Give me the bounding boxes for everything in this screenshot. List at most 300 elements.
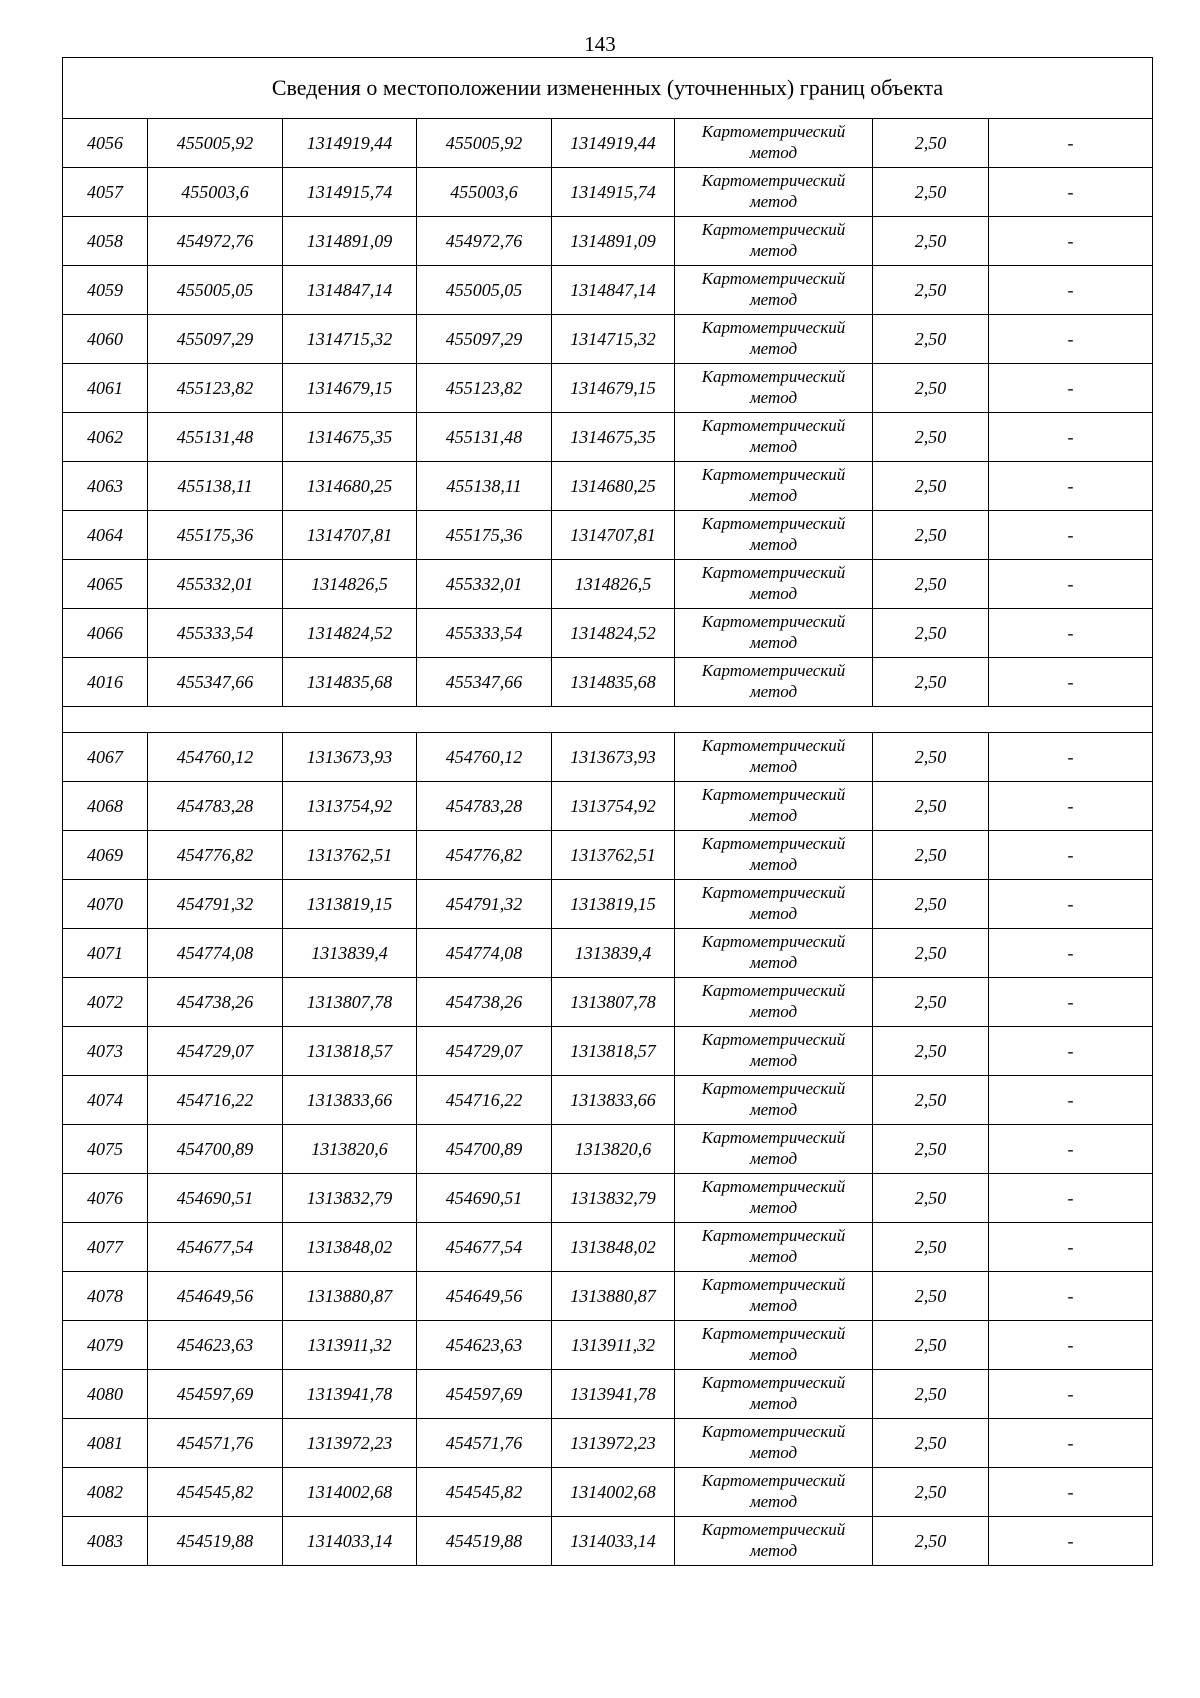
x-refined-cell: 454597,69 bbox=[417, 1370, 552, 1419]
accuracy-cell: 2,50 bbox=[873, 1223, 989, 1272]
description-cell: - bbox=[989, 1272, 1153, 1321]
accuracy-cell: 2,50 bbox=[873, 658, 989, 707]
accuracy-cell: 2,50 bbox=[873, 1125, 989, 1174]
group-separator-cell bbox=[63, 707, 1153, 733]
method-cell bbox=[675, 880, 873, 929]
y-refined-cell: 1314824,52 bbox=[552, 609, 675, 658]
accuracy-cell: 2,50 bbox=[873, 217, 989, 266]
description-cell: - bbox=[989, 462, 1153, 511]
accuracy-cell: 2,50 bbox=[873, 315, 989, 364]
x-refined-cell: 455123,82 bbox=[417, 364, 552, 413]
x-refined-cell: 454649,56 bbox=[417, 1272, 552, 1321]
method-line-1: Картометрический bbox=[701, 1520, 846, 1539]
point-number-cell: 4068 bbox=[63, 782, 148, 831]
description-cell: - bbox=[989, 266, 1153, 315]
accuracy-cell: 2,50 bbox=[873, 1419, 989, 1468]
method-line-1: Картометрический bbox=[701, 563, 846, 582]
point-number-cell: 4074 bbox=[63, 1076, 148, 1125]
x-refined-cell: 454623,63 bbox=[417, 1321, 552, 1370]
point-number-cell: 4075 bbox=[63, 1125, 148, 1174]
x-existing-cell: 454774,08 bbox=[148, 929, 283, 978]
y-refined-cell: 1314835,68 bbox=[552, 658, 675, 707]
x-refined-cell: 454729,07 bbox=[417, 1027, 552, 1076]
table-row bbox=[63, 1468, 1153, 1517]
method-cell bbox=[675, 1370, 873, 1419]
method-line-2: метод bbox=[749, 1198, 798, 1217]
table-title-row bbox=[63, 58, 1153, 119]
y-refined-cell: 1314033,14 bbox=[552, 1517, 675, 1566]
method-cell bbox=[675, 1517, 873, 1566]
table-row bbox=[63, 511, 1153, 560]
description-cell: - bbox=[989, 831, 1153, 880]
description-cell: - bbox=[989, 315, 1153, 364]
y-refined-cell: 1314847,14 bbox=[552, 266, 675, 315]
x-existing-cell: 455005,05 bbox=[148, 266, 283, 315]
table-row bbox=[63, 1370, 1153, 1419]
x-existing-cell: 455003,6 bbox=[148, 168, 283, 217]
y-existing-cell: 1314675,35 bbox=[283, 413, 417, 462]
table-row bbox=[63, 1272, 1153, 1321]
accuracy-cell: 2,50 bbox=[873, 1174, 989, 1223]
method-line-1: Картометрический bbox=[701, 416, 846, 435]
accuracy-cell: 2,50 bbox=[873, 119, 989, 168]
y-refined-cell: 1313762,51 bbox=[552, 831, 675, 880]
method-line-2: метод bbox=[749, 1492, 798, 1511]
accuracy-cell: 2,50 bbox=[873, 1517, 989, 1566]
table-row bbox=[63, 413, 1153, 462]
y-refined-cell: 1313848,02 bbox=[552, 1223, 675, 1272]
point-number-cell: 4060 bbox=[63, 315, 148, 364]
x-refined-cell: 454677,54 bbox=[417, 1223, 552, 1272]
description-cell: - bbox=[989, 364, 1153, 413]
x-existing-cell: 454597,69 bbox=[148, 1370, 283, 1419]
description-cell: - bbox=[989, 413, 1153, 462]
y-existing-cell: 1313832,79 bbox=[283, 1174, 417, 1223]
accuracy-cell: 2,50 bbox=[873, 978, 989, 1027]
method-line-2: метод bbox=[749, 290, 798, 309]
y-existing-cell: 1314891,09 bbox=[283, 217, 417, 266]
x-existing-cell: 454776,82 bbox=[148, 831, 283, 880]
method-line-1: Картометрический bbox=[701, 220, 846, 239]
y-existing-cell: 1313807,78 bbox=[283, 978, 417, 1027]
y-existing-cell: 1314915,74 bbox=[283, 168, 417, 217]
y-existing-cell: 1314679,15 bbox=[283, 364, 417, 413]
method-cell bbox=[675, 560, 873, 609]
method-line-1: Картометрический bbox=[701, 661, 846, 680]
x-existing-cell: 454519,88 bbox=[148, 1517, 283, 1566]
method-cell bbox=[675, 1272, 873, 1321]
x-refined-cell: 454519,88 bbox=[417, 1517, 552, 1566]
point-number-cell: 4077 bbox=[63, 1223, 148, 1272]
x-existing-cell: 454972,76 bbox=[148, 217, 283, 266]
y-existing-cell: 1313839,4 bbox=[283, 929, 417, 978]
accuracy-cell: 2,50 bbox=[873, 1321, 989, 1370]
point-number-cell: 4056 bbox=[63, 119, 148, 168]
description-cell: - bbox=[989, 1125, 1153, 1174]
table-row bbox=[63, 364, 1153, 413]
method-line-1: Картометрический bbox=[701, 514, 846, 533]
y-refined-cell: 1314707,81 bbox=[552, 511, 675, 560]
accuracy-cell: 2,50 bbox=[873, 168, 989, 217]
description-cell: - bbox=[989, 168, 1153, 217]
method-line-1: Картометрический bbox=[701, 465, 846, 484]
y-existing-cell: 1314826,5 bbox=[283, 560, 417, 609]
method-line-1: Картометрический bbox=[701, 834, 846, 853]
y-existing-cell: 1313833,66 bbox=[283, 1076, 417, 1125]
table-row bbox=[63, 560, 1153, 609]
y-existing-cell: 1313880,87 bbox=[283, 1272, 417, 1321]
accuracy-cell: 2,50 bbox=[873, 880, 989, 929]
y-refined-cell: 1313818,57 bbox=[552, 1027, 675, 1076]
method-line-2: метод bbox=[749, 192, 798, 211]
table-row bbox=[63, 1517, 1153, 1566]
method-line-1: Картометрический bbox=[701, 1324, 846, 1343]
method-line-1: Картометрический bbox=[701, 122, 846, 141]
method-line-1: Картометрический bbox=[701, 171, 846, 190]
y-refined-cell: 1313911,32 bbox=[552, 1321, 675, 1370]
point-number-cell: 4058 bbox=[63, 217, 148, 266]
x-refined-cell: 454700,89 bbox=[417, 1125, 552, 1174]
x-existing-cell: 454783,28 bbox=[148, 782, 283, 831]
x-existing-cell: 455131,48 bbox=[148, 413, 283, 462]
table-row bbox=[63, 462, 1153, 511]
y-existing-cell: 1314707,81 bbox=[283, 511, 417, 560]
y-existing-cell: 1313818,57 bbox=[283, 1027, 417, 1076]
x-existing-cell: 455138,11 bbox=[148, 462, 283, 511]
accuracy-cell: 2,50 bbox=[873, 413, 989, 462]
table-row bbox=[63, 831, 1153, 880]
y-refined-cell: 1313839,4 bbox=[552, 929, 675, 978]
x-refined-cell: 454571,76 bbox=[417, 1419, 552, 1468]
x-refined-cell: 455347,66 bbox=[417, 658, 552, 707]
y-refined-cell: 1313820,6 bbox=[552, 1125, 675, 1174]
method-cell bbox=[675, 929, 873, 978]
y-existing-cell: 1314002,68 bbox=[283, 1468, 417, 1517]
method-cell bbox=[675, 831, 873, 880]
x-refined-cell: 455175,36 bbox=[417, 511, 552, 560]
accuracy-cell: 2,50 bbox=[873, 831, 989, 880]
x-existing-cell: 454571,76 bbox=[148, 1419, 283, 1468]
method-line-2: метод bbox=[749, 486, 798, 505]
accuracy-cell: 2,50 bbox=[873, 1076, 989, 1125]
method-line-1: Картометрический bbox=[701, 1373, 846, 1392]
x-refined-cell: 455332,01 bbox=[417, 560, 552, 609]
y-existing-cell: 1313941,78 bbox=[283, 1370, 417, 1419]
method-line-1: Картометрический bbox=[701, 1128, 846, 1147]
point-number-cell: 4083 bbox=[63, 1517, 148, 1566]
table-row bbox=[63, 315, 1153, 364]
accuracy-cell: 2,50 bbox=[873, 782, 989, 831]
accuracy-cell: 2,50 bbox=[873, 462, 989, 511]
method-line-2: метод bbox=[749, 1443, 798, 1462]
x-existing-cell: 454729,07 bbox=[148, 1027, 283, 1076]
method-line-1: Картометрический bbox=[701, 883, 846, 902]
y-existing-cell: 1314919,44 bbox=[283, 119, 417, 168]
x-existing-cell: 454716,22 bbox=[148, 1076, 283, 1125]
point-number-cell: 4078 bbox=[63, 1272, 148, 1321]
point-number-cell: 4071 bbox=[63, 929, 148, 978]
method-line-1: Картометрический bbox=[701, 318, 846, 337]
method-line-2: метод bbox=[749, 806, 798, 825]
x-existing-cell: 454791,32 bbox=[148, 880, 283, 929]
y-refined-cell: 1314715,32 bbox=[552, 315, 675, 364]
x-existing-cell: 454738,26 bbox=[148, 978, 283, 1027]
method-line-2: метод bbox=[749, 1247, 798, 1266]
method-line-2: метод bbox=[749, 241, 798, 260]
description-cell: - bbox=[989, 978, 1153, 1027]
table-row bbox=[63, 658, 1153, 707]
accuracy-cell: 2,50 bbox=[873, 1468, 989, 1517]
method-cell bbox=[675, 1223, 873, 1272]
x-refined-cell: 454545,82 bbox=[417, 1468, 552, 1517]
point-number-cell: 4069 bbox=[63, 831, 148, 880]
y-existing-cell: 1313820,6 bbox=[283, 1125, 417, 1174]
y-refined-cell: 1314919,44 bbox=[552, 119, 675, 168]
point-number-cell: 4065 bbox=[63, 560, 148, 609]
method-line-2: метод bbox=[749, 1345, 798, 1364]
y-existing-cell: 1313819,15 bbox=[283, 880, 417, 929]
point-number-cell: 4079 bbox=[63, 1321, 148, 1370]
y-refined-cell: 1313972,23 bbox=[552, 1419, 675, 1468]
description-cell: - bbox=[989, 119, 1153, 168]
description-cell: - bbox=[989, 1370, 1153, 1419]
point-number-cell: 4061 bbox=[63, 364, 148, 413]
x-refined-cell: 455005,05 bbox=[417, 266, 552, 315]
description-cell: - bbox=[989, 1223, 1153, 1272]
method-line-1: Картометрический bbox=[701, 736, 846, 755]
x-refined-cell: 454774,08 bbox=[417, 929, 552, 978]
x-existing-cell: 454623,63 bbox=[148, 1321, 283, 1370]
method-line-1: Картометрический bbox=[701, 981, 846, 1000]
method-line-1: Картометрический bbox=[701, 1226, 846, 1245]
x-existing-cell: 455175,36 bbox=[148, 511, 283, 560]
y-existing-cell: 1314835,68 bbox=[283, 658, 417, 707]
x-existing-cell: 455332,01 bbox=[148, 560, 283, 609]
point-number-cell: 4064 bbox=[63, 511, 148, 560]
x-existing-cell: 455097,29 bbox=[148, 315, 283, 364]
x-existing-cell: 454649,56 bbox=[148, 1272, 283, 1321]
y-refined-cell: 1313819,15 bbox=[552, 880, 675, 929]
page-number: 143 bbox=[584, 32, 616, 56]
method-cell bbox=[675, 978, 873, 1027]
point-number-cell: 4062 bbox=[63, 413, 148, 462]
description-cell: - bbox=[989, 733, 1153, 782]
description-cell: - bbox=[989, 1419, 1153, 1468]
description-cell: - bbox=[989, 658, 1153, 707]
method-cell bbox=[675, 782, 873, 831]
point-number-cell: 4066 bbox=[63, 609, 148, 658]
accuracy-cell: 2,50 bbox=[873, 929, 989, 978]
method-line-2: метод bbox=[749, 855, 798, 874]
method-line-1: Картометрический bbox=[701, 612, 846, 631]
method-line-2: метод bbox=[749, 953, 798, 972]
method-cell bbox=[675, 217, 873, 266]
description-cell: - bbox=[989, 929, 1153, 978]
method-line-2: метод bbox=[749, 1100, 798, 1119]
method-line-2: метод bbox=[749, 437, 798, 456]
point-number-cell: 4016 bbox=[63, 658, 148, 707]
method-line-2: метод bbox=[749, 1541, 798, 1560]
y-refined-cell: 1314826,5 bbox=[552, 560, 675, 609]
y-existing-cell: 1313673,93 bbox=[283, 733, 417, 782]
method-line-2: метод bbox=[749, 904, 798, 923]
method-line-1: Картометрический bbox=[701, 785, 846, 804]
y-refined-cell: 1314002,68 bbox=[552, 1468, 675, 1517]
method-line-1: Картометрический bbox=[701, 1275, 846, 1294]
accuracy-cell: 2,50 bbox=[873, 1027, 989, 1076]
accuracy-cell: 2,50 bbox=[873, 511, 989, 560]
method-line-1: Картометрический bbox=[701, 1030, 846, 1049]
x-refined-cell: 455333,54 bbox=[417, 609, 552, 658]
x-refined-cell: 454783,28 bbox=[417, 782, 552, 831]
y-existing-cell: 1313972,23 bbox=[283, 1419, 417, 1468]
method-line-2: метод bbox=[749, 1296, 798, 1315]
method-line-1: Картометрический bbox=[701, 1471, 846, 1490]
table-row bbox=[63, 609, 1153, 658]
method-line-1: Картометрический bbox=[701, 367, 846, 386]
y-refined-cell: 1313832,79 bbox=[552, 1174, 675, 1223]
table-row bbox=[63, 1125, 1153, 1174]
accuracy-cell: 2,50 bbox=[873, 1272, 989, 1321]
method-cell bbox=[675, 1027, 873, 1076]
table-row bbox=[63, 1223, 1153, 1272]
description-cell: - bbox=[989, 1517, 1153, 1566]
method-cell bbox=[675, 413, 873, 462]
accuracy-cell: 2,50 bbox=[873, 266, 989, 315]
x-refined-cell: 455138,11 bbox=[417, 462, 552, 511]
point-number-cell: 4073 bbox=[63, 1027, 148, 1076]
x-refined-cell: 454791,32 bbox=[417, 880, 552, 929]
table-row bbox=[63, 266, 1153, 315]
y-existing-cell: 1313911,32 bbox=[283, 1321, 417, 1370]
y-existing-cell: 1313754,92 bbox=[283, 782, 417, 831]
y-existing-cell: 1314824,52 bbox=[283, 609, 417, 658]
method-line-2: метод bbox=[749, 339, 798, 358]
method-line-1: Картометрический bbox=[701, 1079, 846, 1098]
y-existing-cell: 1314680,25 bbox=[283, 462, 417, 511]
description-cell: - bbox=[989, 217, 1153, 266]
method-line-1: Картометрический bbox=[701, 932, 846, 951]
method-line-1: Картометрический bbox=[701, 1177, 846, 1196]
y-refined-cell: 1313880,87 bbox=[552, 1272, 675, 1321]
method-cell bbox=[675, 511, 873, 560]
y-refined-cell: 1313673,93 bbox=[552, 733, 675, 782]
table-row bbox=[63, 1174, 1153, 1223]
description-cell: - bbox=[989, 782, 1153, 831]
y-refined-cell: 1313807,78 bbox=[552, 978, 675, 1027]
method-line-2: метод bbox=[749, 1051, 798, 1070]
accuracy-cell: 2,50 bbox=[873, 733, 989, 782]
table-row bbox=[63, 1076, 1153, 1125]
table-row bbox=[63, 978, 1153, 1027]
table-row bbox=[63, 880, 1153, 929]
point-number-cell: 4063 bbox=[63, 462, 148, 511]
description-cell: - bbox=[989, 1076, 1153, 1125]
method-line-2: метод bbox=[749, 388, 798, 407]
x-refined-cell: 455005,92 bbox=[417, 119, 552, 168]
x-refined-cell: 455003,6 bbox=[417, 168, 552, 217]
table-row bbox=[63, 168, 1153, 217]
table-row bbox=[63, 1027, 1153, 1076]
point-number-cell: 4076 bbox=[63, 1174, 148, 1223]
method-line-2: метод bbox=[749, 757, 798, 776]
accuracy-cell: 2,50 bbox=[873, 364, 989, 413]
x-refined-cell: 454738,26 bbox=[417, 978, 552, 1027]
point-number-cell: 4081 bbox=[63, 1419, 148, 1468]
x-existing-cell: 454545,82 bbox=[148, 1468, 283, 1517]
method-cell bbox=[675, 119, 873, 168]
method-cell bbox=[675, 733, 873, 782]
point-number-cell: 4057 bbox=[63, 168, 148, 217]
method-cell bbox=[675, 1419, 873, 1468]
description-cell: - bbox=[989, 1174, 1153, 1223]
table-row bbox=[63, 782, 1153, 831]
table-row bbox=[63, 1419, 1153, 1468]
y-refined-cell: 1314891,09 bbox=[552, 217, 675, 266]
x-existing-cell: 455333,54 bbox=[148, 609, 283, 658]
accuracy-cell: 2,50 bbox=[873, 560, 989, 609]
x-refined-cell: 454972,76 bbox=[417, 217, 552, 266]
x-refined-cell: 454690,51 bbox=[417, 1174, 552, 1223]
x-existing-cell: 454700,89 bbox=[148, 1125, 283, 1174]
accuracy-cell: 2,50 bbox=[873, 1370, 989, 1419]
method-cell bbox=[675, 462, 873, 511]
method-cell bbox=[675, 315, 873, 364]
y-refined-cell: 1314679,15 bbox=[552, 364, 675, 413]
y-refined-cell: 1314680,25 bbox=[552, 462, 675, 511]
method-line-2: метод bbox=[749, 633, 798, 652]
method-cell bbox=[675, 1321, 873, 1370]
point-number-cell: 4059 bbox=[63, 266, 148, 315]
table-row bbox=[63, 929, 1153, 978]
method-line-2: метод bbox=[749, 1002, 798, 1021]
method-cell bbox=[675, 1468, 873, 1517]
method-cell bbox=[675, 1076, 873, 1125]
point-number-cell: 4082 bbox=[63, 1468, 148, 1517]
y-existing-cell: 1314033,14 bbox=[283, 1517, 417, 1566]
description-cell: - bbox=[989, 1321, 1153, 1370]
x-existing-cell: 455347,66 bbox=[148, 658, 283, 707]
y-refined-cell: 1314675,35 bbox=[552, 413, 675, 462]
table-row bbox=[63, 733, 1153, 782]
method-cell bbox=[675, 364, 873, 413]
boundary-coordinates-table bbox=[62, 57, 1153, 1566]
table-row bbox=[63, 1321, 1153, 1370]
x-refined-cell: 454776,82 bbox=[417, 831, 552, 880]
description-cell: - bbox=[989, 1468, 1153, 1517]
method-cell bbox=[675, 1125, 873, 1174]
method-line-1: Картометрический bbox=[701, 1422, 846, 1441]
y-existing-cell: 1314715,32 bbox=[283, 315, 417, 364]
accuracy-cell: 2,50 bbox=[873, 609, 989, 658]
method-line-2: метод bbox=[749, 143, 798, 162]
group-separator-row bbox=[63, 707, 1153, 733]
point-number-cell: 4072 bbox=[63, 978, 148, 1027]
description-cell: - bbox=[989, 560, 1153, 609]
method-line-1: Картометрический bbox=[701, 269, 846, 288]
x-refined-cell: 455097,29 bbox=[417, 315, 552, 364]
method-cell bbox=[675, 168, 873, 217]
y-existing-cell: 1314847,14 bbox=[283, 266, 417, 315]
method-cell bbox=[675, 1174, 873, 1223]
method-line-2: метод bbox=[749, 1394, 798, 1413]
description-cell: - bbox=[989, 1027, 1153, 1076]
table-row bbox=[63, 217, 1153, 266]
x-existing-cell: 455123,82 bbox=[148, 364, 283, 413]
x-refined-cell: 454716,22 bbox=[417, 1076, 552, 1125]
description-cell: - bbox=[989, 511, 1153, 560]
method-cell bbox=[675, 609, 873, 658]
